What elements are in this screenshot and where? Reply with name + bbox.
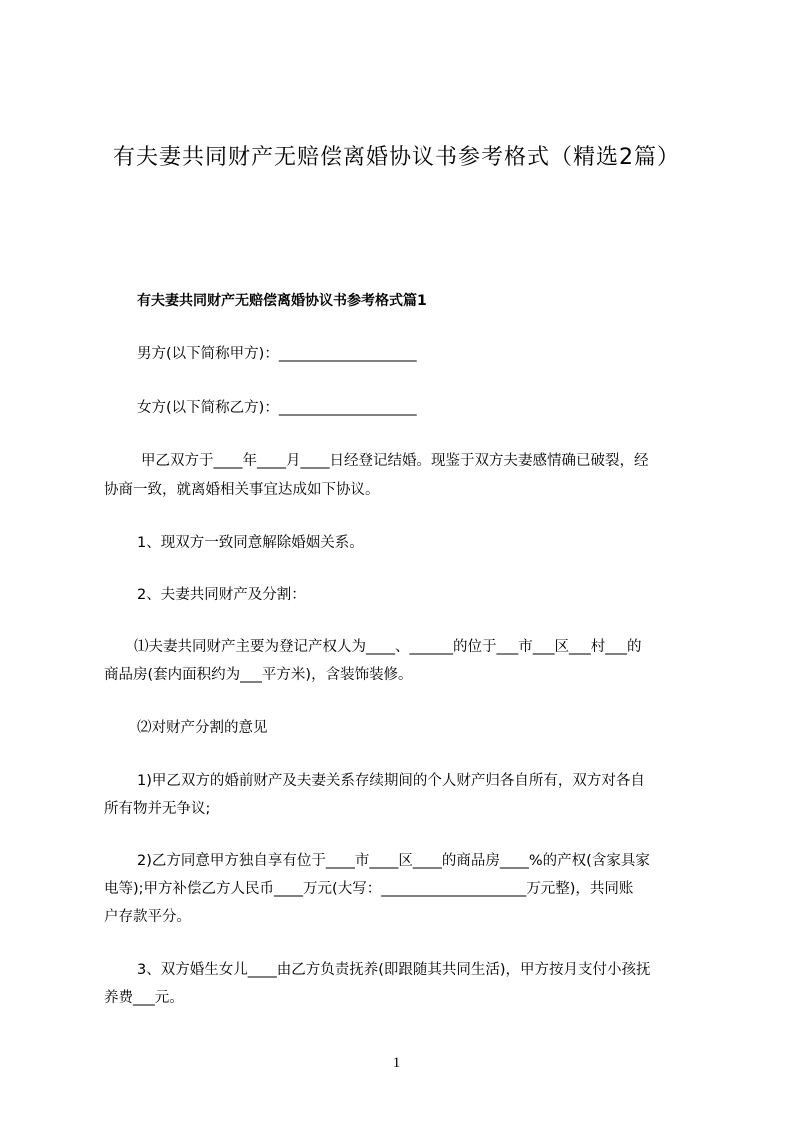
sub-item-2-line-3: 户存款平分。 [104, 909, 191, 925]
item-2-1-line-1: ⑴夫妻共同财产主要为登记产权人为____、______的位于___市___区___村___的 [134, 639, 642, 655]
section-heading: 有夫妻共同财产无赔偿离婚协议书参考格式篇1 [137, 293, 427, 309]
female-party-line: 女方(以下简称乙方)：___________________ [137, 400, 417, 416]
intro-line-1: 甲乙双方于____年____月____日经登记结婚。现鉴于双方夫妻感情确已破裂，经 [141, 453, 649, 469]
item-2-1-line-2: 商品房(套内面积约为___平方米)，含装饰装修。 [104, 667, 413, 683]
item-2-2: ⑵对财产分割的意见 [137, 720, 268, 736]
sub-item-2-line-2: 电等);甲方补偿乙方人民币____万元(大写：____________________万元整)，共同账 [104, 881, 634, 897]
sub-item-1-line-1: 1)甲乙双方的婚前财产及夫妻关系存续期间的个人财产归各自所有，双方对各自 [137, 773, 645, 789]
male-party-line: 男方(以下简称甲方)：___________________ [137, 346, 417, 362]
page-number: 1 [392, 1055, 401, 1071]
item-1: 1、现双方一致同意解除婚姻关系。 [137, 535, 364, 551]
document-title: 有夫妻共同财产无赔偿离婚协议书参考格式（精选2篇） [113, 145, 680, 170]
item-3-line-2: 养费___元。 [104, 990, 184, 1006]
sub-item-1-line-2: 所有物并无争议; [104, 801, 211, 817]
item-3-line-1: 3、双方婚生女儿____由乙方负责抚养(即跟随其共同生活)，甲方按月支付小孩抚 [137, 962, 651, 978]
sub-item-2-line-1: 2)乙方同意甲方独自享有位于____市____区____的商品房____%的产权(含家具家 [137, 853, 650, 869]
item-2: 2、夫妻共同财产及分割： [137, 587, 306, 603]
intro-line-2: 协商一致，就离婚相关事宜达成如下协议。 [104, 482, 380, 498]
